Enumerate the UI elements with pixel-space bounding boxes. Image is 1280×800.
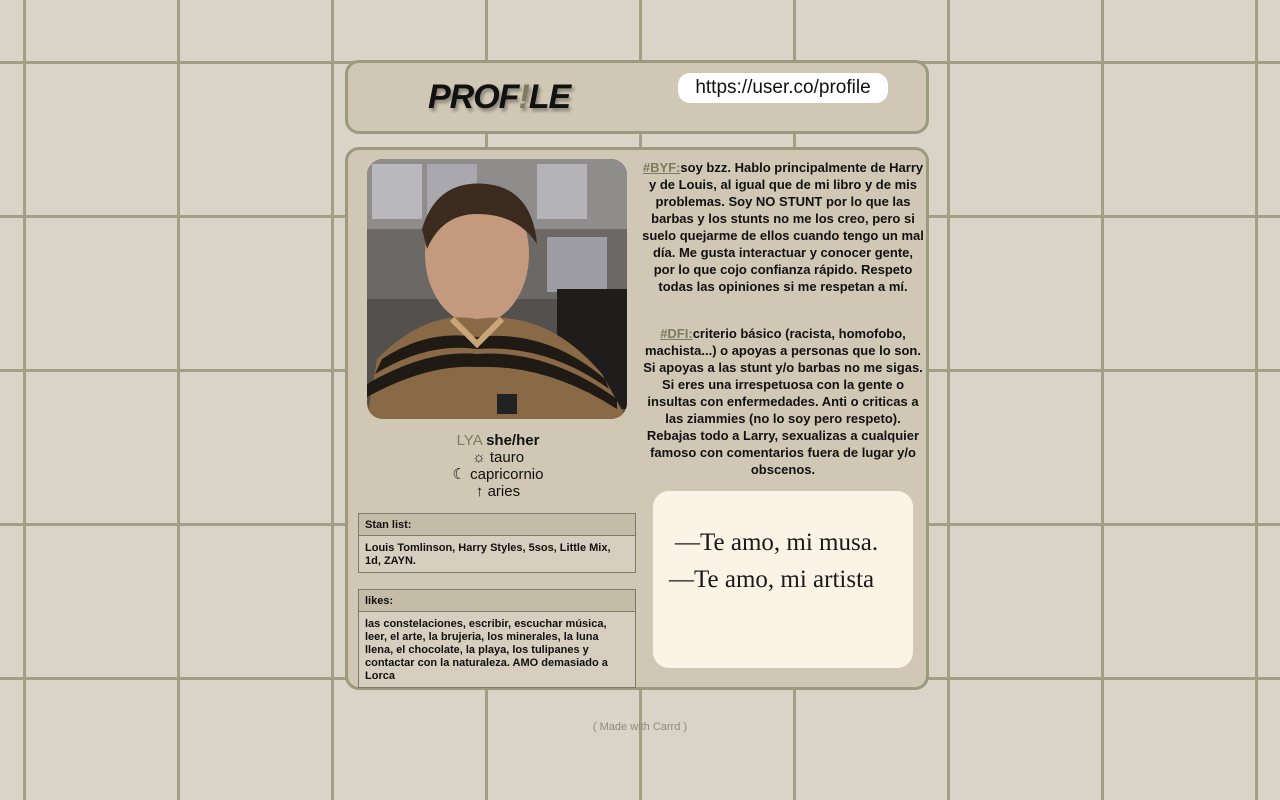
quote-line-1: —Te amo, mi musa. xyxy=(675,529,879,556)
likes-text: las constelaciones, escribir, escuchar música, leer, el arte, la brujeria, los minerales, la luna llena, el chocolate, la playa, los tulipanes y contactar con la naturaleza. AMO demasiado a Lorca xyxy=(359,612,635,687)
page-title: PROF!LE xyxy=(428,78,571,116)
dfi-text: criterio básico (racista, homofobo, machista...) o apoyas a personas que lo son. Si apoyas a las stunt y/o barbas no me sigas. Si eres una irrespetuosa con la gente o insultas con enfermedades. Anti o criticas a las ziammies (no lo soy pero respeto). Rebajas todo a Larry, sexualizas a cualquier famoso con comentarios fuera de lugar y/o obscenos. xyxy=(643,326,923,477)
profile-url-field[interactable] xyxy=(678,73,888,103)
dfi-section xyxy=(642,325,924,478)
quote-line-2: —Te amo, mi artista xyxy=(669,566,875,593)
byf-section xyxy=(642,159,924,295)
likes-box xyxy=(358,589,636,688)
header-card xyxy=(345,60,929,134)
pronouns: she/her xyxy=(486,432,540,449)
rising-sign: ↑ aries xyxy=(475,483,521,500)
byf-tag[interactable]: #BYF: xyxy=(642,160,681,175)
astro-signs xyxy=(358,432,638,500)
profile-card xyxy=(345,147,929,690)
moon-sign: ☾ capricornio xyxy=(452,466,544,483)
sun-sign: ☼ tauro xyxy=(471,449,525,466)
dfi-tag[interactable]: #DFI: xyxy=(660,326,693,341)
stan-list-label: Stan list: xyxy=(359,514,635,536)
name-pronouns xyxy=(358,432,638,449)
byf-text: soy bzz. Hablo principalmente de Harry y de Louis, al igual que de mi libro y de mis problemas. Soy NO STUNT por lo que las barbas y los stunts no me los creo, pero si suelo quejarme de ellos cuando tengo un mal día. Me gusta interactuar y conocer gente, por lo que cojo confianza rápido. Respeto todas las opiniones si me respetan a mí. xyxy=(642,160,924,294)
quote-image xyxy=(653,491,913,668)
made-with-carrd-link[interactable]: ( Made with Carrd ) xyxy=(592,721,688,733)
user-name: LYA xyxy=(456,432,482,449)
stan-list-box xyxy=(358,513,636,573)
profile-photo xyxy=(367,159,627,419)
profile-photo-illustration xyxy=(367,159,627,419)
likes-label: likes: xyxy=(359,590,635,612)
stan-list-text: Louis Tomlinson, Harry Styles, 5sos, Little Mix, 1d, ZAYN. xyxy=(359,536,635,572)
